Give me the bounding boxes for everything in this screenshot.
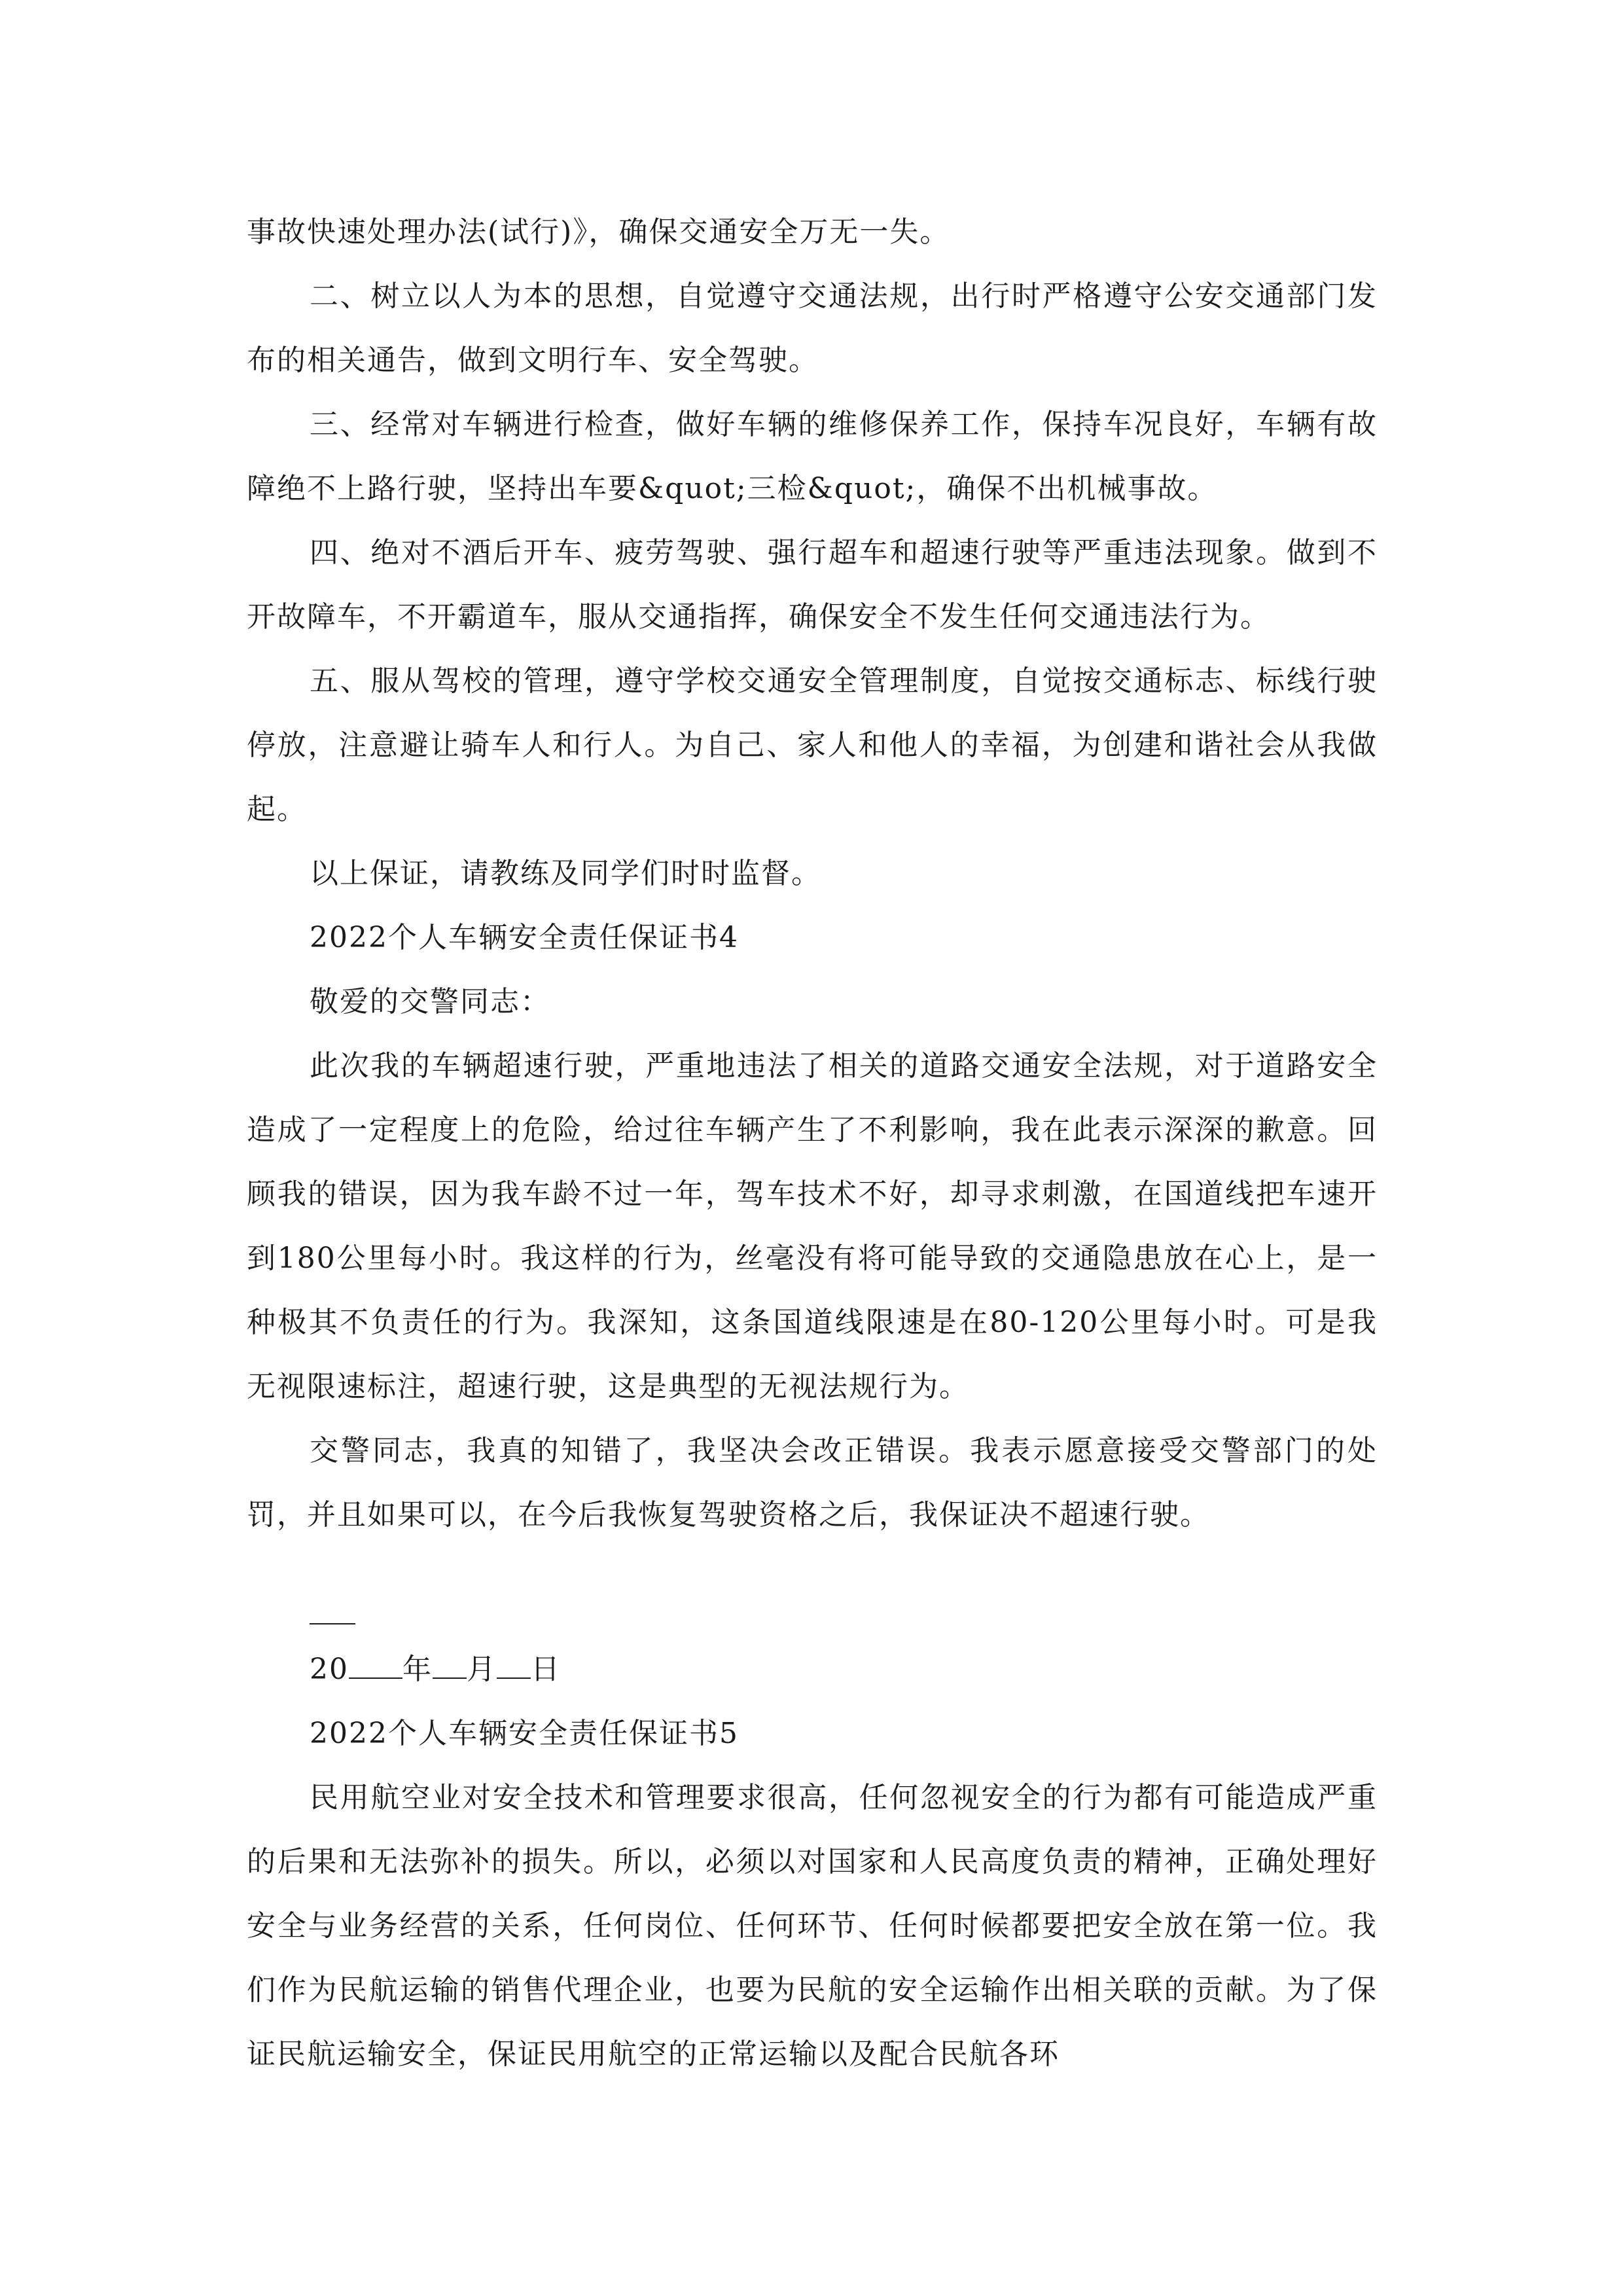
date-blank-year — [349, 1651, 402, 1679]
signature-underline — [310, 1623, 355, 1624]
spacer — [247, 1611, 1378, 1638]
date-prefix: 20 — [310, 1653, 349, 1686]
paragraph-item-4: 四、绝对不酒后开车、疲劳驾驶、强行超车和超速行驶等严重违法现象。做到不开故障车，不开霸道车，服从交通指挥，确保安全不发生任何交通违法行为。 — [247, 536, 1378, 634]
date-year-label: 年 — [402, 1653, 433, 1686]
paragraph-promise: 交警同志，我真的知错了，我坚决会改正错误。我表示愿意接受交警部门的处罚，并且如果可以，在今后我恢复驾驶资格之后，我保证决不超速行驶。 — [247, 1434, 1378, 1532]
date-blank-day — [497, 1651, 531, 1679]
signature-line — [247, 1547, 1378, 1611]
document-body — [247, 200, 1378, 2087]
section-title-5: 2022个人车辆安全责任保证书5 — [310, 1717, 739, 1750]
paragraph-closing: 以上保证，请教练及同学们时时监督。 — [310, 857, 821, 890]
paragraph-continuation: 事故快速处理办法(试行)》，确保交通安全万无一失。 — [247, 215, 950, 249]
paragraph-apology: 此次我的车辆超速行驶，严重地违法了相关的道路交通安全法规，对于道路安全造成了一定程度上的危险，给过往车辆产生了不利影响，我在此表示深深的歉意。回顾我的错误，因为我车龄不过一年，驾车技术不好，却寻求刺激，在国道线把车速开到180公里每小时。我这样的行为，丝毫没有将可能导致的交通隐患放在心上，是一种极其不负责任的行为。我深知，这条国道线限速是在80-120公里每小时。可是我无视限速标注，超速行驶，这是典型的无视法规行为。 — [247, 1049, 1378, 1403]
paragraph-aviation: 民用航空业对安全技术和管理要求很高，任何忽视安全的行为都有可能造成严重的后果和无法弥补的损失。所以，必须以对国家和人民高度负责的精神，正确处理好安全与业务经营的关系，任何岗位、任何环节、任何时候都要把安全放在第一位。我们作为民航运输的销售代理企业，也要为民航的安全运输作出相关联的贡献。为了保证民航运输安全，保证民用航空的正常运输以及配合民航各环 — [247, 1781, 1378, 2071]
paragraph-item-2: 二、树立以人为本的思想，自觉遵守交通法规，出行时严格遵守公安交通部门发布的相关通告，做到文明行车、安全驾驶。 — [247, 279, 1378, 377]
paragraph-item-3: 三、经常对车辆进行检查，做好车辆的维修保养工作，保持车况良好，车辆有故障绝不上路行驶，坚持出车要&quot;三检&quot;，确保不出机械事故。 — [247, 408, 1378, 505]
salutation: 敬爱的交警同志： — [310, 985, 550, 1018]
paragraph-item-5: 五、服从驾校的管理，遵守学校交通安全管理制度，自觉按交通标志、标线行驶停放，注意避让骑车人和行人。为自己、家人和他人的幸福，为创建和谐社会从我做起。 — [247, 664, 1378, 826]
date-month-label: 月 — [467, 1653, 497, 1686]
date-blank-month — [433, 1651, 467, 1679]
date-day-label: 日 — [531, 1653, 561, 1686]
date-line — [247, 1638, 1378, 1702]
section-title-4: 2022个人车辆安全责任保证书4 — [310, 921, 739, 954]
